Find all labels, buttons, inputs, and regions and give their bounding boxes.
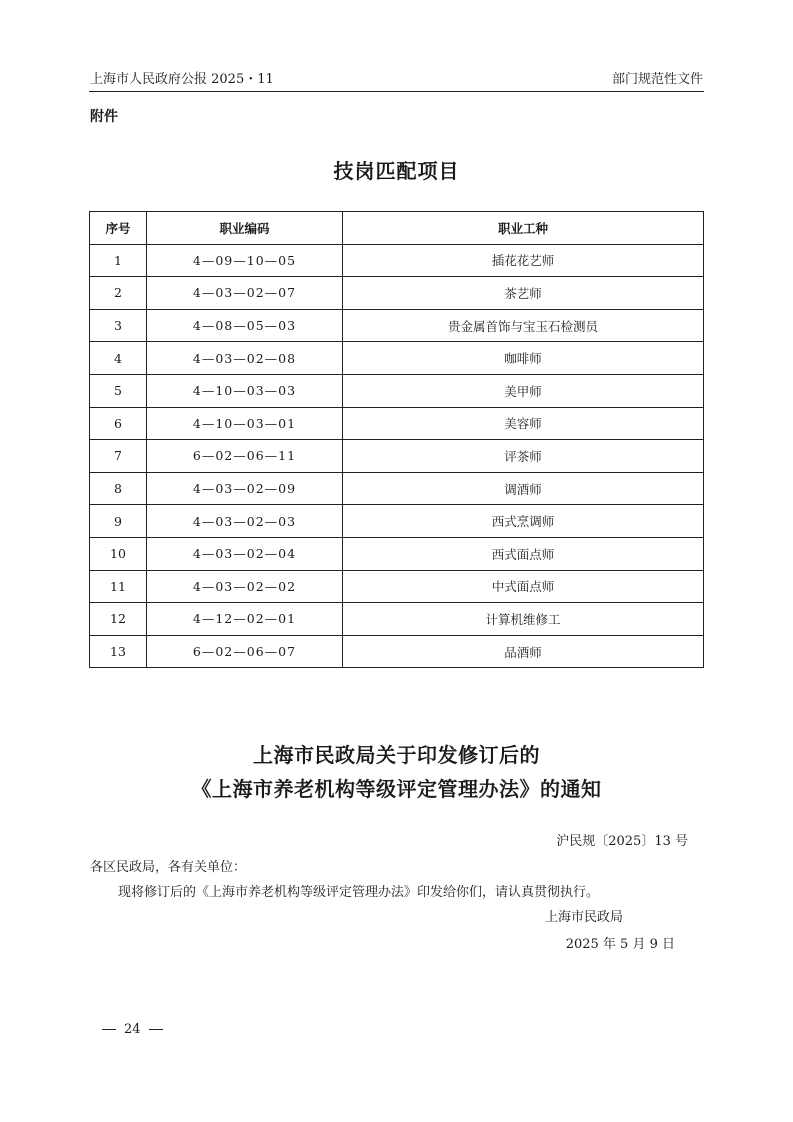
cell-code: 4—03—02—03 bbox=[147, 505, 343, 538]
cell-code: 4—03—02—07 bbox=[147, 277, 343, 310]
cell-job: 西式烹调师 bbox=[343, 505, 704, 538]
cell-seq: 7 bbox=[90, 440, 147, 473]
table-row bbox=[90, 277, 704, 310]
cell-seq: 4 bbox=[90, 342, 147, 375]
notice-body: 现将修订后的《上海市养老机构等级评定管理办法》印发给你们，请认真贯彻执行。 bbox=[118, 885, 600, 900]
table-row bbox=[90, 537, 704, 570]
table-row bbox=[90, 407, 704, 440]
cell-job: 咖啡师 bbox=[343, 342, 704, 375]
issue-date: 2025 年 5 月 9 日 bbox=[565, 937, 675, 952]
table-body bbox=[90, 244, 704, 668]
table-row bbox=[90, 309, 704, 342]
table-title: 技岗匹配项目 bbox=[333, 159, 460, 183]
cell-code: 4—12—02—01 bbox=[147, 603, 343, 636]
issuer: 上海市民政局 bbox=[544, 910, 623, 925]
cell-job: 品酒师 bbox=[343, 635, 704, 668]
cell-code: 6—02—06—07 bbox=[147, 635, 343, 668]
cell-seq: 3 bbox=[90, 309, 147, 342]
cell-code: 4—09—10—05 bbox=[147, 244, 343, 277]
table-row bbox=[90, 472, 704, 505]
cell-job: 插花花艺师 bbox=[343, 244, 704, 277]
attachment-label: 附件 bbox=[90, 109, 118, 125]
cell-code: 6—02—06—11 bbox=[147, 440, 343, 473]
cell-code: 4—03—02—08 bbox=[147, 342, 343, 375]
cell-seq: 9 bbox=[90, 505, 147, 538]
cell-job: 美容师 bbox=[343, 407, 704, 440]
table-row bbox=[90, 440, 704, 473]
document-number: 沪民规〔2025〕13 号 bbox=[556, 834, 688, 849]
table-row bbox=[90, 603, 704, 636]
cell-job: 美甲师 bbox=[343, 374, 704, 407]
column-header-seq: 序号 bbox=[90, 212, 147, 245]
cell-job: 调酒师 bbox=[343, 472, 704, 505]
cell-code: 4—03—02—02 bbox=[147, 570, 343, 603]
cell-code: 4—03—02—04 bbox=[147, 537, 343, 570]
column-header-job: 职业工种 bbox=[343, 212, 704, 245]
cell-code: 4—08—05—03 bbox=[147, 309, 343, 342]
cell-job: 评茶师 bbox=[343, 440, 704, 473]
header-section-label: 部门规范性文件 bbox=[611, 72, 703, 87]
table-row bbox=[90, 570, 704, 603]
table-row bbox=[90, 635, 704, 668]
cell-code: 4—10—03—03 bbox=[147, 374, 343, 407]
dash-right bbox=[149, 1029, 163, 1030]
cell-seq: 5 bbox=[90, 374, 147, 407]
cell-job: 茶艺师 bbox=[343, 277, 704, 310]
cell-code: 4—03—02—09 bbox=[147, 472, 343, 505]
job-matching-table bbox=[89, 211, 704, 668]
header-divider bbox=[89, 91, 704, 92]
header-publication-title: 上海市人民政府公报 2025・11 bbox=[90, 72, 274, 87]
table-row bbox=[90, 374, 704, 407]
page-number bbox=[94, 1022, 171, 1037]
cell-seq: 8 bbox=[90, 472, 147, 505]
cell-code: 4—10—03—01 bbox=[147, 407, 343, 440]
cell-seq: 11 bbox=[90, 570, 147, 603]
column-header-code: 职业编码 bbox=[147, 212, 343, 245]
notice-title-line-2: 《上海市养老机构等级评定管理办法》的通知 bbox=[191, 777, 602, 801]
cell-job: 中式面点师 bbox=[343, 570, 704, 603]
salutation: 各区民政局，各有关单位： bbox=[90, 860, 247, 875]
dash-left bbox=[102, 1029, 116, 1030]
cell-seq: 13 bbox=[90, 635, 147, 668]
notice-title-line-1: 上海市民政局关于印发修订后的 bbox=[253, 743, 540, 767]
cell-seq: 10 bbox=[90, 537, 147, 570]
cell-job: 西式面点师 bbox=[343, 537, 704, 570]
table-row bbox=[90, 505, 704, 538]
page-number-value: 24 bbox=[124, 1022, 141, 1037]
cell-seq: 6 bbox=[90, 407, 147, 440]
cell-seq: 1 bbox=[90, 244, 147, 277]
table-header-row bbox=[90, 212, 704, 245]
notice-title bbox=[0, 738, 793, 806]
cell-job: 计算机维修工 bbox=[343, 603, 704, 636]
cell-job: 贵金属首饰与宝玉石检测员 bbox=[343, 309, 704, 342]
table-row bbox=[90, 342, 704, 375]
cell-seq: 2 bbox=[90, 277, 147, 310]
cell-seq: 12 bbox=[90, 603, 147, 636]
table-row bbox=[90, 244, 704, 277]
